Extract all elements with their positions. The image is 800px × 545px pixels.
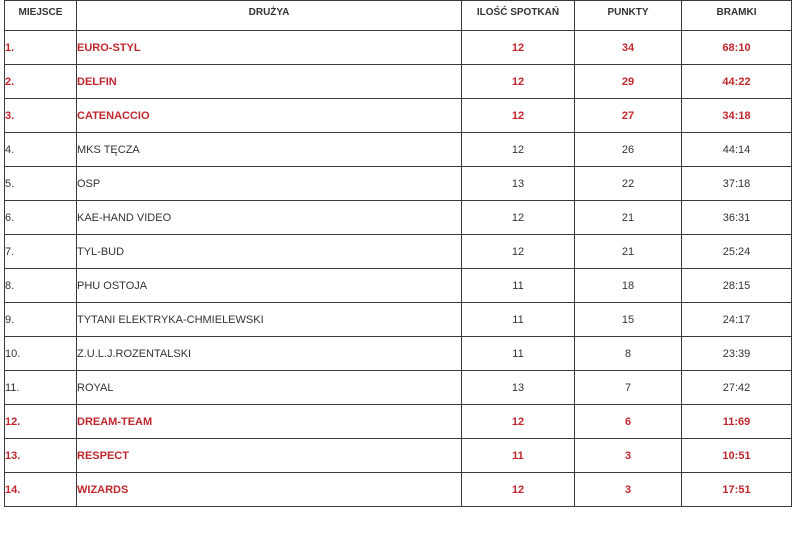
table-row <box>5 337 792 371</box>
table-row <box>5 167 792 201</box>
cell-team: KAE-HAND VIDEO <box>77 201 462 235</box>
cell-points: 26 <box>575 133 682 167</box>
cell-goals: 44:22 <box>682 65 792 99</box>
table-row <box>5 473 792 507</box>
cell-goals: 28:15 <box>682 269 792 303</box>
cell-team: DELFIN <box>77 65 462 99</box>
cell-team: DREAM-TEAM <box>77 405 462 439</box>
header-goals: BRAMKI <box>682 1 792 31</box>
table-row <box>5 99 792 133</box>
cell-goals: 44:14 <box>682 133 792 167</box>
cell-matches: 11 <box>462 303 575 337</box>
cell-matches: 12 <box>462 235 575 269</box>
cell-goals: 17:51 <box>682 473 792 507</box>
table-row <box>5 65 792 99</box>
cell-place: 8. <box>5 269 77 303</box>
cell-matches: 12 <box>462 31 575 65</box>
cell-team: TYL-BUD <box>77 235 462 269</box>
cell-goals: 37:18 <box>682 167 792 201</box>
standings-container <box>4 0 791 507</box>
cell-goals: 68:10 <box>682 31 792 65</box>
cell-points: 27 <box>575 99 682 133</box>
cell-goals: 27:42 <box>682 371 792 405</box>
cell-team: EURO-STYL <box>77 31 462 65</box>
cell-goals: 23:39 <box>682 337 792 371</box>
cell-place: 9. <box>5 303 77 337</box>
cell-matches: 12 <box>462 65 575 99</box>
cell-place: 3. <box>5 99 77 133</box>
header-place: MIEJSCE <box>5 1 77 31</box>
cell-goals: 25:24 <box>682 235 792 269</box>
cell-team: PHU OSTOJA <box>77 269 462 303</box>
cell-matches: 12 <box>462 473 575 507</box>
cell-place: 10. <box>5 337 77 371</box>
cell-team: Z.U.L.J.ROZENTALSKI <box>77 337 462 371</box>
header-points: PUNKTY <box>575 1 682 31</box>
cell-points: 3 <box>575 473 682 507</box>
cell-matches: 11 <box>462 337 575 371</box>
cell-points: 21 <box>575 235 682 269</box>
cell-goals: 34:18 <box>682 99 792 133</box>
cell-place: 4. <box>5 133 77 167</box>
cell-place: 11. <box>5 371 77 405</box>
cell-points: 34 <box>575 31 682 65</box>
table-row <box>5 133 792 167</box>
header-team: DRUŻYA <box>77 1 462 31</box>
table-row <box>5 371 792 405</box>
cell-matches: 11 <box>462 269 575 303</box>
cell-points: 7 <box>575 371 682 405</box>
cell-team: ROYAL <box>77 371 462 405</box>
cell-team: OSP <box>77 167 462 201</box>
cell-place: 14. <box>5 473 77 507</box>
cell-matches: 12 <box>462 133 575 167</box>
header-matches: ILOŚĆ SPOTKAŃ <box>462 1 575 31</box>
cell-team: CATENACCIO <box>77 99 462 133</box>
table-row <box>5 235 792 269</box>
cell-matches: 13 <box>462 167 575 201</box>
cell-points: 29 <box>575 65 682 99</box>
cell-goals: 24:17 <box>682 303 792 337</box>
header-row <box>5 1 792 31</box>
cell-points: 15 <box>575 303 682 337</box>
table-row <box>5 269 792 303</box>
cell-goals: 11:69 <box>682 405 792 439</box>
cell-team: TYTANI ELEKTRYKA-CHMIELEWSKI <box>77 303 462 337</box>
cell-goals: 10:51 <box>682 439 792 473</box>
cell-points: 21 <box>575 201 682 235</box>
cell-goals: 36:31 <box>682 201 792 235</box>
cell-matches: 12 <box>462 201 575 235</box>
cell-points: 3 <box>575 439 682 473</box>
cell-place: 5. <box>5 167 77 201</box>
cell-team: MKS TĘCZA <box>77 133 462 167</box>
cell-points: 18 <box>575 269 682 303</box>
cell-points: 6 <box>575 405 682 439</box>
cell-points: 22 <box>575 167 682 201</box>
cell-matches: 11 <box>462 439 575 473</box>
cell-place: 6. <box>5 201 77 235</box>
cell-place: 2. <box>5 65 77 99</box>
cell-matches: 12 <box>462 99 575 133</box>
standings-table <box>4 0 792 507</box>
cell-place: 13. <box>5 439 77 473</box>
table-row <box>5 201 792 235</box>
cell-place: 1. <box>5 31 77 65</box>
cell-team: WIZARDS <box>77 473 462 507</box>
cell-place: 7. <box>5 235 77 269</box>
cell-matches: 13 <box>462 371 575 405</box>
cell-points: 8 <box>575 337 682 371</box>
cell-matches: 12 <box>462 405 575 439</box>
cell-team: RESPECT <box>77 439 462 473</box>
table-row <box>5 31 792 65</box>
table-row <box>5 405 792 439</box>
table-row <box>5 303 792 337</box>
cell-place: 12. <box>5 405 77 439</box>
table-row <box>5 439 792 473</box>
